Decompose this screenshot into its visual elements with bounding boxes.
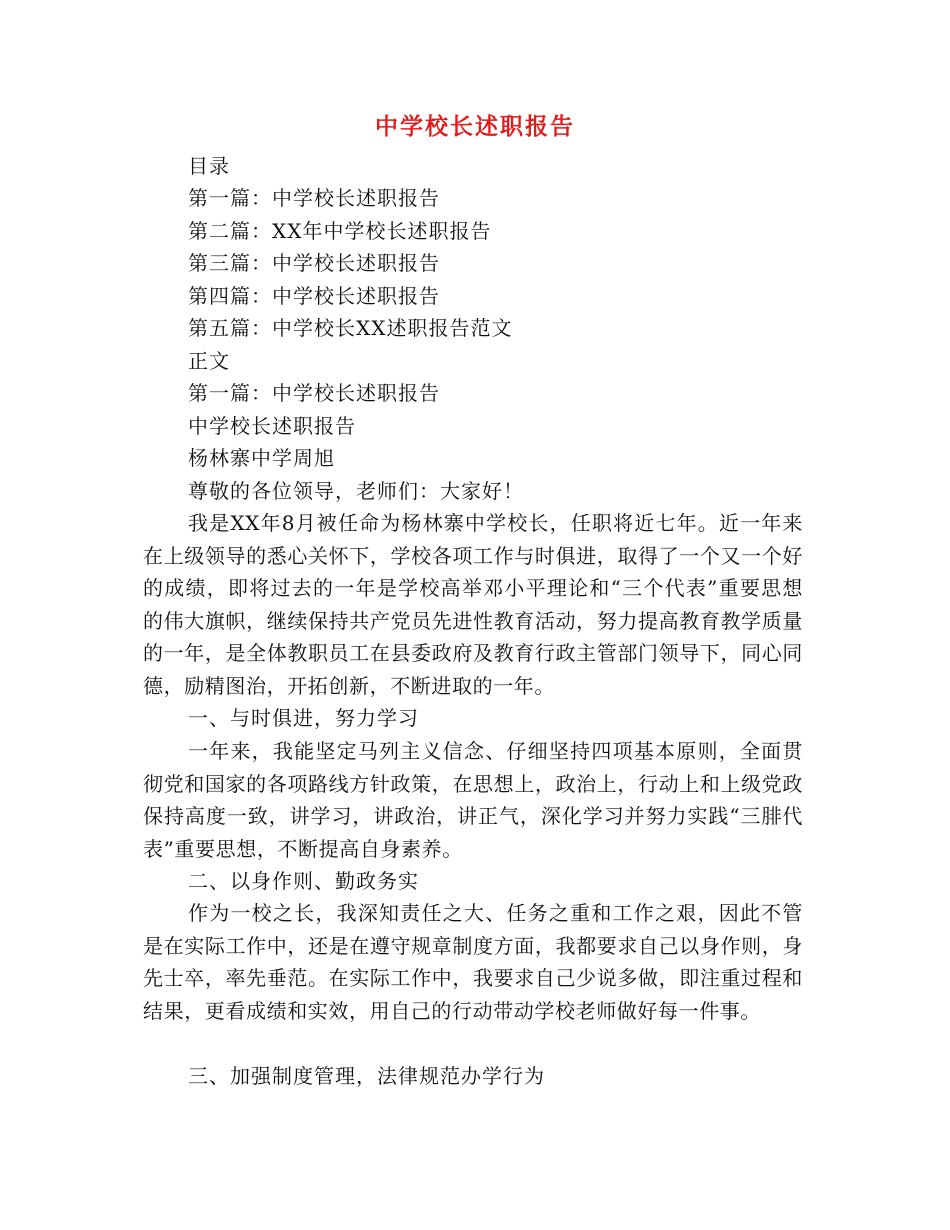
paragraph: 我是XX年8月被任命为杨林寨中学校长，任职将近七年。近一年来在上级领导的悉心关怀下，学校各项工作与时俱进，取得了一个又一个好的成绩，即将过去的一年是学校高举邓小平理论和“三个代表”重要思想的伟大旗帜，继续保持共产党员先进性教育活动，努力提高教育教学质量的一年，是全体教职员工在县委政府及教育行政主管部门领导下，同心同德，励精图治，开拓创新，不断进取的一年。 bbox=[143, 511, 803, 698]
chapter-title: 第一篇：中学校长述职报告 bbox=[188, 381, 440, 405]
report-title: 中学校长述职报告 bbox=[188, 414, 356, 438]
toc-item: 第四篇：中学校长述职报告 bbox=[188, 284, 440, 308]
author-line: 杨林寨中学周旭 bbox=[188, 446, 335, 470]
toc-heading: 目录 bbox=[188, 154, 230, 178]
section-heading: 三、加强制度管理，法律规范办学行为 bbox=[188, 1064, 545, 1088]
section-heading: 一、与时俱进，努力学习 bbox=[188, 706, 419, 730]
document-title: 中学校长述职报告 bbox=[375, 113, 575, 140]
paragraph: 作为一校之长，我深知责任之大、任务之重和工作之艰，因此不管是在实际工作中，还是在遵守规章制度方面，我都要求自己以身作则，身先士卒，率先垂范。在实际工作中，我要求自己少说多做，即注重过程和结果，更看成绩和实效，用自己的行动带动学校老师做好每一件事。 bbox=[143, 901, 803, 1023]
salutation: 尊敬的各位领导，老师们：大家好！ bbox=[188, 479, 524, 503]
toc-item: 第五篇：中学校长XX述职报告范文 bbox=[188, 316, 513, 340]
toc-item: 第一篇：中学校长述职报告 bbox=[188, 186, 440, 210]
toc-item: 第二篇：XX年中学校长述职报告 bbox=[188, 219, 492, 243]
section-heading: 二、以身作则、勤政务实 bbox=[188, 869, 419, 893]
toc-item: 第三篇：中学校长述职报告 bbox=[188, 251, 440, 275]
paragraph: 一年来，我能坚定马列主义信念、仔细坚持四项基本原则，全面贯彻党和国家的各项路线方针政策，在思想上，政治上，行动上和上级党政保持高度一致，讲学习，讲政治，讲正气，深化学习并努力实践“三腓代表”重要思想，不断提高自身素养。 bbox=[143, 739, 803, 861]
body-heading: 正文 bbox=[188, 349, 230, 373]
